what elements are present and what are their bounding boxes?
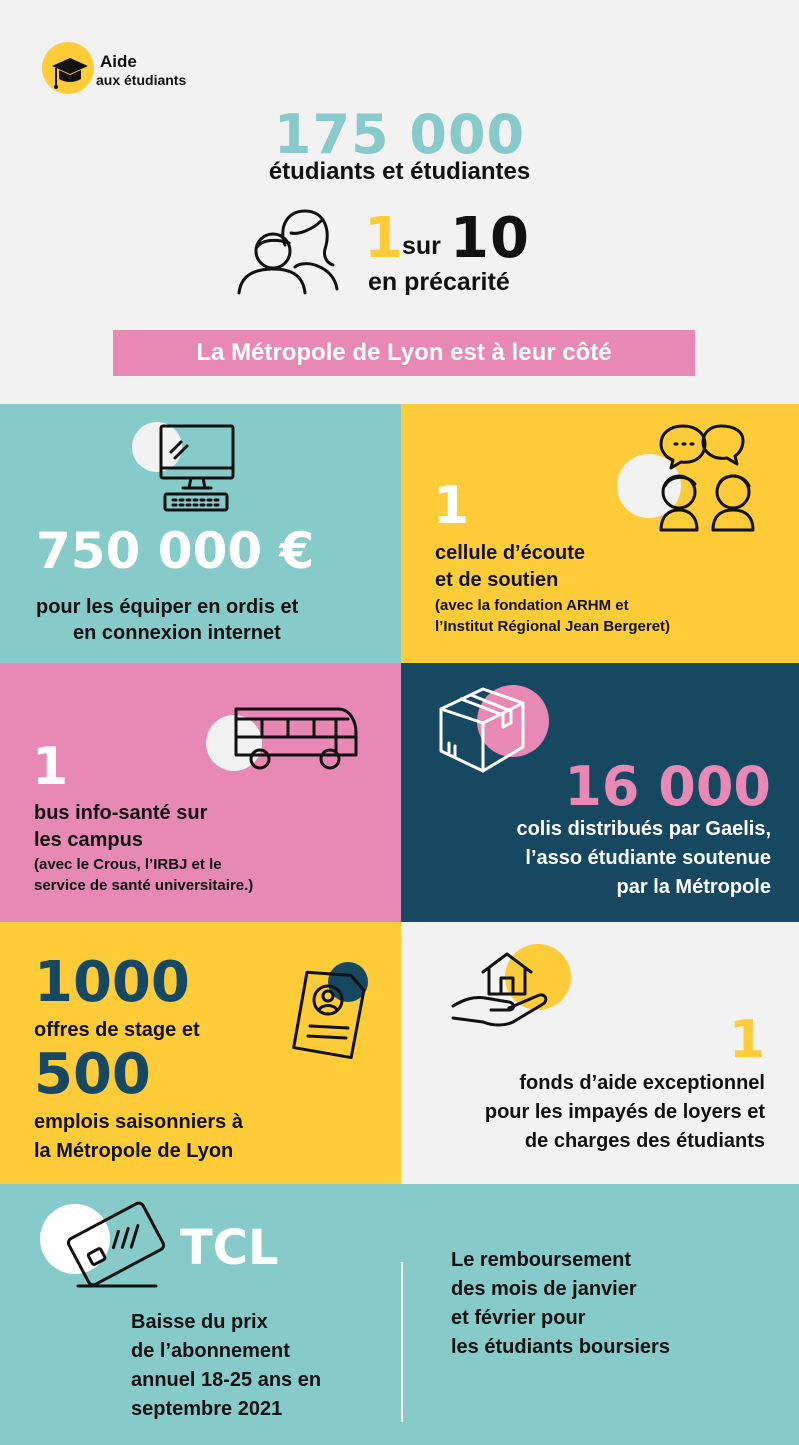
tcl-right-line1: Le remboursement [451,1249,632,1271]
jobs-value1: 1000 [34,950,190,1015]
tile-jobs [0,922,401,1184]
logo-title: Aide [100,52,137,71]
ratio-one: 1 [364,206,404,271]
hero-subtitle: étudiants et étudiantes [268,158,531,185]
tile-tcl [0,1184,799,1445]
computer-icon [157,424,237,512]
tcl-left-line4: septembre 2021 [131,1398,283,1420]
tile-bus [0,663,401,922]
ratio-ten: 10 [450,206,530,271]
bus-line1: bus info-santé sur [34,802,208,824]
jobs-text2b: la Métropole de Lyon [34,1140,234,1162]
jobs-text2a: emplois saisonniers à [34,1111,243,1133]
tcl-left-line2: de l’abonnement [131,1340,290,1362]
rent-line2: pour les impayés de loyers et [484,1101,765,1123]
ratio-subtitle: en précarité [368,268,510,296]
bus-icon [232,703,360,775]
rent-line1: fonds d’aide exceptionnel [519,1072,765,1094]
tcl-title: TCL [180,1220,279,1276]
listening-value: 1 [433,476,470,536]
jobs-value2: 500 [34,1042,151,1107]
tcl-right-line3: et février pour [451,1307,586,1329]
header [0,0,799,404]
parcels-line1: colis distribués par Gaelis, [516,818,771,840]
listening-note2: l’Institut Régional Jean Bergeret) [435,618,671,635]
parcels-line3: par la Métropole [616,876,771,898]
people-icon [233,205,343,297]
tcl-right-line2: des mois de janvier [451,1278,637,1300]
listening-note1: (avec la fondation ARHM et [435,597,629,614]
computers-line2: en connexion internet [73,622,281,644]
transit-card-icon [64,1198,168,1290]
listening-line2: et de soutien [435,569,559,591]
hero-number: 175 000 [273,103,526,166]
parcels-value: 16 000 [564,755,771,818]
bus-note2: service de santé universitaire.) [34,877,254,894]
computers-value: 750 000 € [36,522,315,580]
parcels-line2: l’asso étudiante soutenue [525,847,771,869]
box-icon [437,683,527,773]
tcl-right-line4: les étudiants boursiers [451,1336,670,1358]
jobs-text1: offres de stage et [34,1019,200,1041]
rent-value: 1 [728,1010,765,1070]
bus-note1: (avec le Crous, l’IRBJ et le [34,856,222,873]
rent-line3: de charges des étudiants [524,1130,765,1152]
house-hand-icon [449,948,553,1030]
conversation-icon [657,422,773,534]
tile-computers [0,404,401,663]
graduation-cap-icon [50,52,90,92]
tile-listening [401,404,799,663]
listening-line1: cellule d’écoute [435,542,586,564]
bus-value: 1 [32,737,69,797]
banner: La Métropole de Lyon est à leur côté [113,330,695,376]
computers-line1: pour les équiper en ordis et [36,596,299,618]
tcl-left-line1: Baisse du prix [131,1311,268,1333]
ratio-sur: sur [402,232,441,260]
tile-parcels [401,663,799,922]
tcl-divider [401,1262,403,1422]
tile-rent [401,922,799,1184]
bus-line2: les campus [34,829,143,851]
resume-icon [292,970,368,1062]
logo-subtitle: aux étudiants [96,72,187,88]
tcl-left-line3: annuel 18-25 ans en [131,1369,322,1391]
